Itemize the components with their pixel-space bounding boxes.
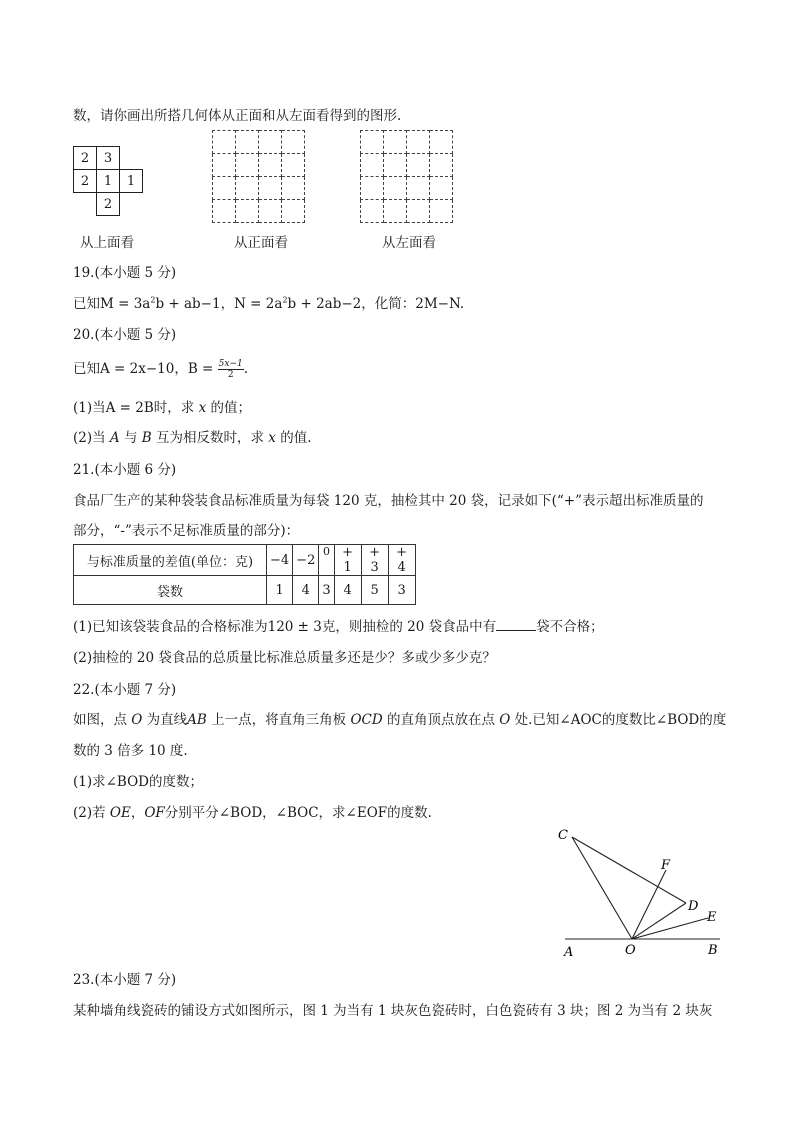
table-row-label: 袋数 <box>74 576 267 605</box>
table-cell: + 4 <box>388 545 415 576</box>
q23-header: 23.(本小题 7 分) <box>73 972 177 988</box>
table-cell: −4 <box>267 545 293 576</box>
top-view-cell: 2 <box>74 147 97 170</box>
q20-part2: (2)当 A 与 B 互为相反数时，求 x 的值. <box>73 430 312 446</box>
top-view-cell: 1 <box>120 170 143 193</box>
front-view-caption: 从正面看 <box>234 235 288 251</box>
q20-part1: (1)当A = 2B时，求 x 的值； <box>73 400 251 416</box>
left-view-caption: 从左面看 <box>382 235 436 251</box>
label-c: C <box>558 828 568 843</box>
label-b: B <box>708 943 718 958</box>
table-cell: + 3 <box>361 545 388 576</box>
q20-header: 20.(本小题 5 分) <box>73 327 177 343</box>
table-cell: 4 <box>334 576 361 605</box>
q22-part2: (2)若 OE，OF分别平分∠BOD，∠BOC，求∠EOF的度数. <box>73 805 432 821</box>
line-oe <box>632 918 708 939</box>
q22-part1: (1)求∠BOD的度数； <box>73 774 203 790</box>
top-view-cell: 2 <box>74 170 97 193</box>
line-of <box>632 870 666 939</box>
q19-header: 19.(本小题 5 分) <box>73 265 177 281</box>
table-row-label: 与标准质量的差值(单位：克) <box>74 545 267 576</box>
front-view-grid <box>212 130 305 223</box>
answer-blank <box>496 618 536 631</box>
q23-line1: 某种墙角线瓷砖的铺设方式如图所示，图 1 为当有 1 块灰色瓷砖时，白色瓷砖有 3 块；图 2 为当有 2 块灰 <box>73 1003 713 1019</box>
intro-text: 数，请你画出所搭几何体从正面和从左面看得到的图形. <box>73 108 402 124</box>
left-view-grid <box>360 130 453 223</box>
table-cell: 1 <box>267 576 293 605</box>
angle-figure <box>550 822 730 962</box>
q21-header: 21.(本小题 6 分) <box>73 462 177 478</box>
top-view-grid <box>73 146 143 216</box>
top-view-cell: 2 <box>97 193 120 216</box>
table-cell: 5 <box>361 576 388 605</box>
q21-line2: 部分，“-”表示不足标准质量的部分)： <box>73 523 300 539</box>
table-cell: + 1 <box>334 545 361 576</box>
q22-header: 22.(本小题 7 分) <box>73 682 177 698</box>
table-cell: 4 <box>293 576 319 605</box>
label-o: O <box>625 943 636 958</box>
q21-table <box>73 544 416 605</box>
label-f: F <box>661 858 671 873</box>
q21-part1: (1)已知该袋装食品的合格标准为120 ± 3克，则抽检的 20 袋食品中有 袋不合格； <box>73 619 604 635</box>
q19-text: 已知$M = 3a^2b + ab-1$，$N = 2a^2b + 2ab-2$，化简：2M−N. <box>73 295 465 312</box>
table-cell: 0 <box>319 545 334 576</box>
q22-line2: 数的 3 倍多 10 度. <box>73 743 188 759</box>
line-od <box>632 903 686 939</box>
table-row <box>74 545 416 576</box>
label-a: A <box>564 945 574 960</box>
line-oc <box>572 837 632 939</box>
top-view-cell: 3 <box>97 147 120 170</box>
label-d: D <box>688 899 699 914</box>
q20-given: 已知A = 2x−10，B = $\frac{5x-1}{2}$ . <box>73 359 249 380</box>
label-e: E <box>707 910 717 925</box>
fraction: $\frac{5x-1}{2}$ <box>218 359 243 380</box>
q21-line1: 食品厂生产的某种袋装食品标准质量为每袋 120 克，抽检其中 20 袋，记录如下(“+”表示超出标准质量的 <box>73 493 704 509</box>
table-cell: 3 <box>319 576 334 605</box>
q22-line1: 如图，点 O 为直线AB 上一点，将直角三角板 OCD 的直角顶点放在点 O 处.已知∠AOC的度数比∠BOD的度 <box>73 712 727 728</box>
top-view-cell: 1 <box>97 170 120 193</box>
top-view-caption: 从上面看 <box>80 235 134 251</box>
q21-part2: (2)抽检的 20 袋食品的总质量比标准总质量多还是少？多或少多少克？ <box>73 650 496 666</box>
table-row <box>74 576 416 605</box>
table-cell: −2 <box>293 545 319 576</box>
table-cell: 3 <box>388 576 415 605</box>
